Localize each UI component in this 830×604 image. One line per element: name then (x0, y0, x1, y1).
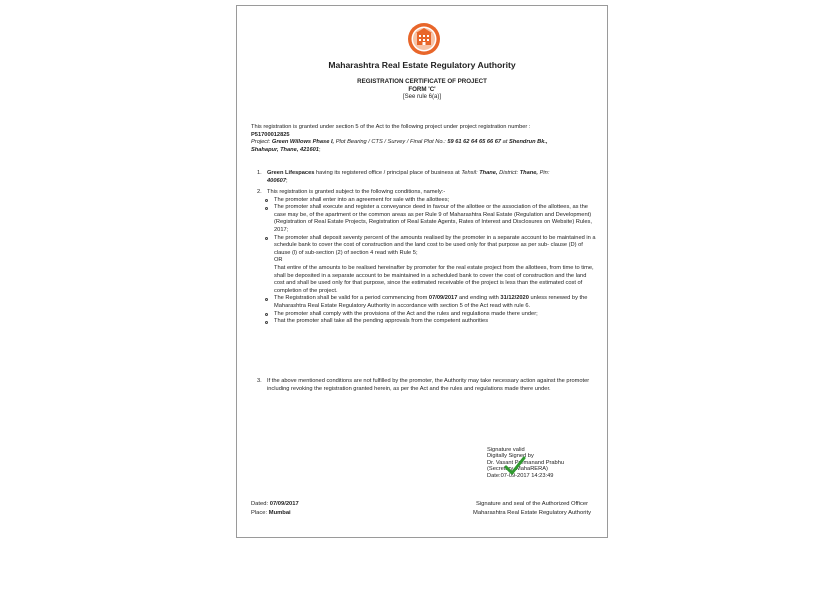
promoter-name: Green Lifespaces (267, 170, 315, 176)
registration-number: P51700012825 (251, 131, 290, 138)
list-item-revocation: 3. If the above mentioned conditions are not fulfilled by the promoter, the Authority may take necessary action against the promoter including revoking the registration granted herein, as per the Act and the rules and regulations made there under. (257, 378, 590, 392)
condition-item: The promoter shall deposit seventy percent of the amounts realised by the promoter in a separate account to be maintained in a schedule bank to cover the cost of construction and the land cost to be used only for that purpose as per sub- clause (D) of clause (l) of sub-section (2) of section 4 read with Rule 5; OR That entire of the amounts to be realised hereinafter by promoter for the real estate project from the allottees, from time to time, shall be deposited in a separate account to be maintained in a scheduled bank to cover the cost of construction and the land cost and shall be used only for that purpose, since the estimated receivable of the project is less than the estimated cost of completion of the project. (257, 235, 597, 296)
rule-reference: [See rule 6(a)] (402, 94, 442, 100)
signature-valid-check-icon (504, 456, 526, 476)
project-name: Green Willows Phase I, (271, 139, 335, 146)
condition-item: The promoter shall comply with the provisions of the Act and the rules and regulations made there under; (257, 311, 597, 319)
place-value: Mumbai (268, 510, 291, 516)
project-location: Shahapur, Thane, 421601 (251, 147, 319, 154)
project-intro: This registration is granted under section 5 of the Act to the following project under project registration number : P51700012825 Project: Green Willows Phase I, Plot Bearing / CTS / Survey / Final Plot No.: 59 61 62 64 65 66 67 at Shendrun Bk., Shahapur, Thane, 421601; (251, 124, 548, 154)
list-item-conditions: 2. This registration is granted subject to the following conditions, namely:- The promoter shall enter into an agreement for sale with the allottees; The promoter shall execute and register a conveyance deed in favour of the allottee or the association of the allottees, as the case may be, of the apartment or the common areas as per Rule 9 of Maharashtra Real Estate (Regulation and Development) (Registration of Real Estate Projects, Registration of Real Estate Agents, Rates of Interest and Disclosures on Website) Rules, 2017; The promoter shall deposit seventy percent of the amounts realised by the promoter in a separate account to be maintained in a schedule bank to cover the cost of construction and the land cost to be used only for that purpose as per sub- clause (D) of clause (l) of sub-section (2) of section 4 read with Rule 5; OR That entire of the amounts to be realised hereinafter by promoter for the real estate project from the allottees, from time to time, shall be deposited in a separate account to be maintained in a scheduled bank to cover the cost of construction and the land cost and shall be used only for that purpose, since the estimated receivable of the project is less than the estimated cost of completion of the project. The Registration shall be valid for a period commencing from 07/09/2017 and ending with 31/12/2020 unless renewed by the Maharashtra Real Estate Regulatory Authority in accordance with section 5 of the Act read with rule 6. The promoter shall comply with the provisions of the Act and the rules and regulations made there under; That the promoter shall take all the pending approvals from the competent authorities (257, 189, 596, 325)
pin-code: 400607 (267, 177, 286, 184)
organization-name: Maharashtra Real Estate Regulatory Authority (328, 60, 516, 70)
condition-item: The promoter shall execute and register a conveyance deed in favour of the allottee or the association of the allottees, as the case may be, of the apartment or the common areas as per Rule 9 of Maharashtra Real Estate (Regulation and Development) (Registration of Real Estate Projects, Registration of Real Estate Agents, Rates of Interest and Disclosures on Website) Rules, 2017; (257, 204, 597, 234)
list-item-promoter: 1. Green Lifespaces having its registered office / principal place of business at Tehsil: Thane, District: Thane, Pin: 400607; (257, 170, 550, 184)
valid-from-date: 07/09/2017 (428, 295, 458, 302)
maharera-logo-icon (407, 22, 441, 56)
date-place: Dated: 07/09/2017 Place: Mumbai (251, 501, 299, 516)
condition-item: That the promoter shall take all the pending approvals from the competent authorities (257, 318, 597, 326)
conditions-list (257, 197, 597, 326)
certificate-title: REGISTRATION CERTIFICATE OF PROJECT FORM 'C' (357, 78, 487, 93)
digital-signature: Signature valid Digitally Signed by Dr. Vasant Premanand Prabhu (Secretary, MahaRERA) Date:07-09-2017 14:23:49 (487, 447, 565, 479)
condition-item: The promoter shall enter into an agreement for sale with the allottees; (257, 197, 597, 205)
dated-value: 07/09/2017 (269, 501, 299, 507)
authorized-officer: Signature and seal of the Authorized Officer Maharashtra Real Estate Regulatory Authority (473, 501, 591, 516)
condition-item: The Registration shall be valid for a period commencing from 07/09/2017 and ending with 31/12/2020 unless renewed by the Maharashtra Real Estate Regulatory Authority in accordance with section 5 of the Act read with rule 6. (257, 295, 597, 310)
valid-to-date: 31/12/2020 (500, 295, 529, 302)
plot-numbers: 59 61 62 64 65 66 67 (447, 139, 502, 146)
certificate-page (236, 5, 608, 538)
